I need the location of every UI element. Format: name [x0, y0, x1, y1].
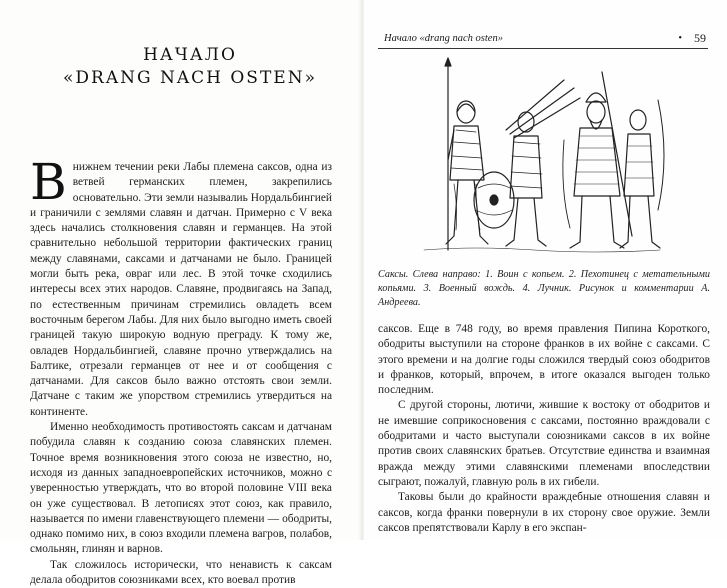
paragraph: Так сложилось исторически, что ненависть к саксам делала ободритов союзниками всех, кто воевал против	[30, 558, 332, 587]
figure-caption: Саксы. Слева направо: 1. Воин с копьем. 2. Пехотинец с метательными копьями. 3. Военный вождь. 4. Лучник. Рисунок и комментарии А. Андреева.	[378, 269, 710, 308]
spear-3	[602, 72, 632, 236]
chapter-title-line2: «DRANG NACH OSTEN»	[63, 68, 317, 88]
page-number: 59	[694, 31, 706, 45]
paragraph	[30, 153, 332, 420]
left-body-text	[30, 153, 332, 588]
drop-cap: В	[30, 153, 67, 211]
paragraph: С другой стороны, лютичи, жившие к востоку от ободритов и не имевшие соприкосновения с саксами, постоянно враждовали с ободритами и часто выступали союзниками саксов в их войне против своих славянских братьев. Отсутствие единства и взаимная вражда между этими славянскими племенами впоследствии сыграют, пожалуй, главную роль в их гибели.	[378, 399, 710, 488]
left-page	[0, 0, 362, 587]
running-head-bullet: •	[678, 33, 682, 44]
paragraph: Таковы были до крайности враждебные отношения славян и саксов, когда франки повернули в их сторону свое оружие. Земли саксов препятствовали Карлу в его экспан-	[378, 491, 710, 534]
paragraph-text: нижнем течении реки Лабы племена саксов, одна из ветвей германских племен, закрепились основательно. Эти земли называлиь Нордальбингией и граничили с землями славян и датчан. Примерно с V века здесь начались столкновения славян и германцев. На этой сравнительно небольшой территории фактических границ между славянами, саксами и датчанами не было. Границей могли быть река, овраг или лес. В этой точке сходились интересы всех этих народов. Славяне, продвигаясь на Запад, по естественным причинам стремились овладеть всем восточным берегом Лабы. Для них было выгодно иметь своей границей такую широкую водную преграду. К тому же, овладев Нордальбингией, славяне прочно утверждались на Балтике, отрезали германцев от нее и от сообщения с датчанами. Для саксов было важно отстоять свои земли. Датчане с таким же упорством стремились утвердиться на континенте.	[30, 161, 332, 418]
running-head	[378, 33, 708, 49]
chapter-title	[40, 44, 340, 90]
right-page	[364, 0, 727, 540]
running-head-title: Начало «drang nach osten»	[384, 33, 503, 44]
warrior-3-figure	[563, 93, 624, 248]
paragraph: саксов. Еще в 748 году, во время правления Пипина Короткого, ободриты выступили на стороне франков в их войне с саксами. С этого времени и на долгие годы сложился твердый союз ободритов и франков, который, впрочем, в итоге оказался выгоден только последним.	[378, 323, 710, 397]
warrior-2-figure	[474, 112, 546, 246]
warrior-4-figure	[620, 100, 664, 248]
paragraph: Именно необходимость противостоять саксам и датчанам побудила славян к созданию союза славянских племен. Точное время возникновения этого союза не известно, но, исходя из данных западноевропейских источников, можно с уверенностью утверждать, что во второй половине VIII века он уже существовал. В летописях этот союз, как правило, называется по имени главенствующего племени — ободриты, однако помимо них, в союз входили племена вагров, полабов, смольнян, глинян и варнов.	[30, 421, 332, 556]
saxon-warriors-illustration	[414, 60, 664, 258]
chapter-title-line1: НАЧАЛО	[143, 45, 237, 65]
right-body-text	[378, 322, 710, 536]
